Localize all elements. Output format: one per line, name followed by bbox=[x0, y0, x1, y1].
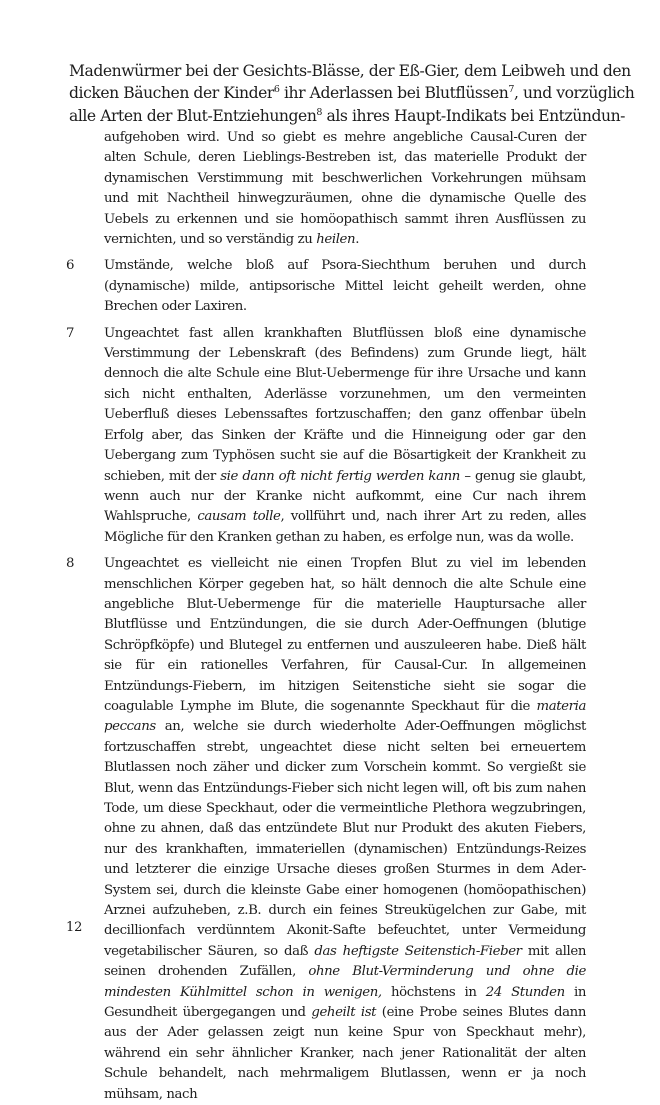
footnote-ref-6[interactable]: 6 bbox=[273, 84, 280, 96]
footnote-text: mit allen seinen drohenden Zufällen, bbox=[104, 943, 586, 980]
footnote-italic: geheilt ist bbox=[311, 1005, 377, 1021]
footnote-6 bbox=[66, 256, 586, 317]
footnote-number: 6 bbox=[66, 258, 75, 274]
footnote-italic: materia peccans bbox=[104, 698, 586, 735]
page-number: 12 bbox=[66, 920, 83, 935]
footnote-italic: ohne Blut-Verminderung und ohne die mindesten Kühlmittel schon in wenigen, bbox=[104, 964, 586, 1000]
main-text-segment: ihr Aderlassen bei Blutflüssen bbox=[279, 84, 509, 103]
main-text-line-2 bbox=[69, 82, 635, 104]
main-text-line-1: Madenwürmer bei der Gesichts-Blässe, der Eß-Gier, dem Leibweh und den bbox=[69, 62, 631, 80]
footnote-italic: 24 Stunden bbox=[485, 984, 565, 1000]
footnote-text: Umstände, welche bloß auf Psora-Siechthum beruhen und durch (dynamische) milde, antipsorische Mittel leicht geheilt werden, ohne Brechen oder Laxiren. bbox=[104, 258, 586, 315]
footnote-text: aufgehoben wird. Und so giebt es mehre angebliche Causal-Curen der alten Schule, deren Lieblings-Bestreben ist, das materielle Produkt der dynamischen Verstimmung mit beschwerlichen Vorkehrungen mühsam und mit Nachtheil hinwegzuräumen, ohne die dynamische Quelle des Uebels zu erkennen und sie homöopathisch sammt ihren Ausflüssen zu vernichten, und so verständig zu bbox=[104, 130, 586, 248]
main-text-line-3 bbox=[69, 105, 625, 127]
footnote-text: höchstens in bbox=[381, 984, 486, 1000]
footnote-number: 7 bbox=[66, 325, 75, 341]
footnote-italic: heilen bbox=[316, 232, 356, 248]
main-text-block bbox=[69, 60, 635, 127]
footnote-text: Ungeachtet es vielleicht nie einen Tropfen Blut zu viel im lebenden menschlichen Körper gegeben hat, so hält dennoch die alte Schule eine angebliche Blut-Uebermenge für die materielle Hauptursache aller Blutflüsse und Entzündungen, die sie durch Ader-Oeffnungen (blutige Schröpfköpfe) und Blutegel zu entfernen und auszuleeren habe. Dieß hält sie für ein rationelles Verfahren, für Causal-Cur. In allgemeinen Entzündungs-Fiebern, im hitzigen Seitenstiche sieht sie sogar die coagulable Lymphe im Blute, die sogenannte Speckhaut für die bbox=[104, 556, 586, 714]
footnote-text: , vollführt und, nach ihrer Art zu reden, alles Mögliche für den Kranken gethan zu haben, es erfolge nun, was da wolle. bbox=[104, 509, 586, 545]
main-text-segment: , und vorzüglich bbox=[514, 84, 635, 103]
footnote-italic: das heftigste Seitenstich-Fieber bbox=[314, 943, 522, 959]
footnote-7 bbox=[66, 324, 586, 548]
footnote-text: in Gesundheit übergegangen und bbox=[104, 984, 587, 1021]
main-text-segment: dicken Bäuchen der Kinder bbox=[69, 84, 274, 103]
footnote-italic: sie dann oft nicht fertig werden kann bbox=[220, 468, 460, 484]
footnote-text: Ungeachtet fast allen krankhaften Blutflüssen bloß eine dynamische Verstimmung der Lebenskraft (des Befindens) zum Grunde liegt, hält dennoch die alte Schule eine Blut-Uebermenge für ihre Ursache und kann sich nicht enthalten, Aderlässe vorzunehmen, um den vermeinten Ueberfluß dieses Lebenssaftes fortzuschaffen; den ganz offenbar übeln Erfolg aber, das Sinken der Kräfte und die Hinneigung oder gar den Uebergang zum Typhösen sucht sie auf die Bösartigkeit der Krankheit zu schieben, mit der bbox=[104, 325, 586, 484]
footnote-ref-8[interactable]: 8 bbox=[316, 106, 323, 118]
footnote-ref-7[interactable]: 7 bbox=[508, 84, 515, 96]
main-text-segment: als ihres Haupt-Indikats bei Entzündun- bbox=[322, 106, 625, 125]
footnotes-area bbox=[66, 128, 586, 1105]
footnote-8 bbox=[66, 554, 586, 1105]
footnote-italic: causam tolle bbox=[197, 509, 281, 525]
footnote-number: 8 bbox=[66, 556, 75, 572]
footnote-text: . bbox=[355, 232, 360, 248]
footnote-text: an, welche sie durch wiederholte Ader-Oeffnungen möglichst fortzuschaffen strebt, ungeachtet diese nicht selten bei erneuertem Blutlassen noch zäher und dicker zum Vorschein kommt. So vergießt sie Blut, wenn das Entzündungs-Fieber sich nicht legen will, oft bis zum nahen Tode, um diese Speckhaut, oder die vermeintliche Plethora wegzubringen, ohne zu ahnen, daß das entzündete Blut nur Produkt des akuten Fiebers, nur des krankhaften, immateriellen (dynamischen) Entzündungs-Reizes und letzterer die einzige Ursache dieses großen Sturmes in dem Ader-System sei, durch die kleinste Gabe einer homogenen (homöopathischen) Arznei aufzuheben, z.B. durch ein feines Streukügelchen zur Gabe, mit decillionfach verdünntem Akonit-Safte befeuchtet, unter Vermeidung vegetabilischer Säuren, so daß bbox=[104, 719, 586, 959]
footnote-text: (eine Probe seines Blutes dann aus der Ader gelassen zeigt nun keine Spur von Speckhaut mehr), während ein sehr ähnlicher Kranker, nach jener Rationalität der alten Schule behandelt, nach mehrmaligem Blutlassen, wenn er ja noch mühsam, nach bbox=[104, 1005, 586, 1102]
footnote-text: – genug sie glaubt, wenn auch nur der Kranke nicht aufkommt, eine Cur nach ihrem Wahlspruche, bbox=[104, 468, 586, 525]
main-text-segment: alle Arten der Blut-Entziehungen bbox=[69, 106, 317, 125]
footnote-continuation bbox=[66, 128, 586, 250]
